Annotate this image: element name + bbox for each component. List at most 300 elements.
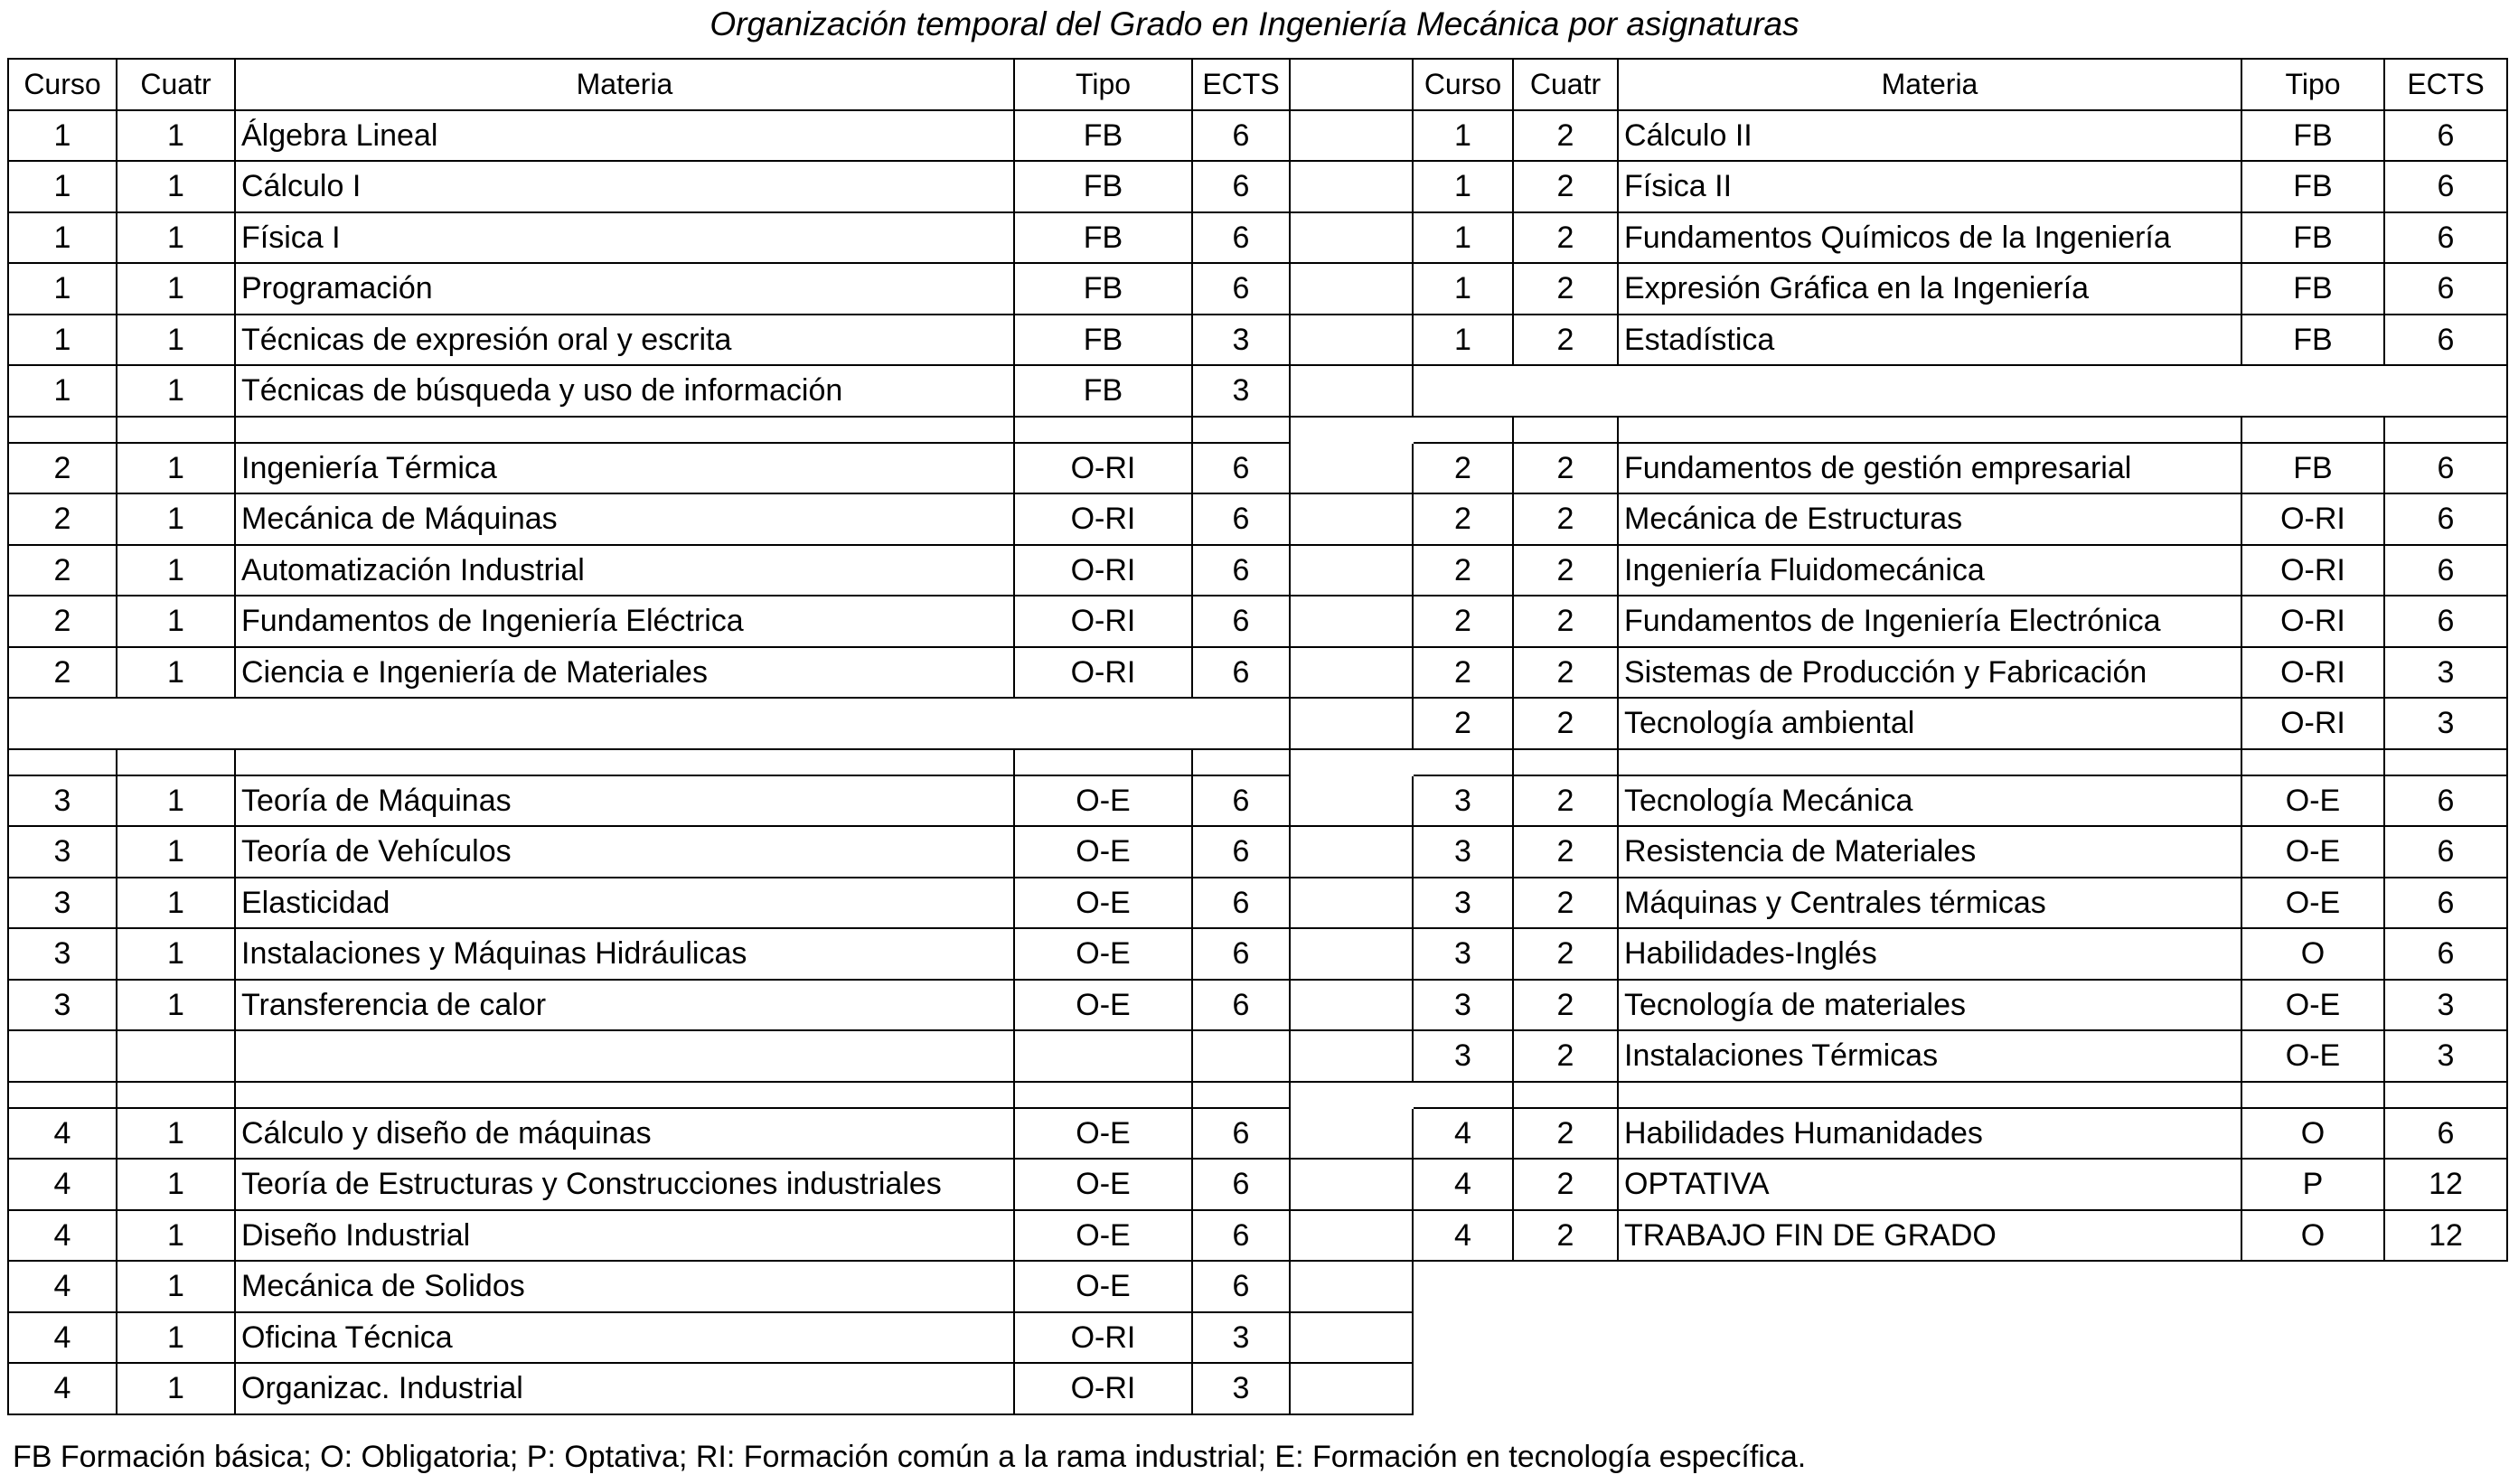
cell-ects: 6 [2384, 775, 2507, 827]
gap-cell [1290, 1312, 1413, 1364]
empty-cell [1618, 1082, 2241, 1108]
cell-materia: Instalaciones y Máquinas Hidráulicas [235, 928, 1014, 980]
cell-tipo: O-E [1014, 878, 1192, 929]
gap-cell [1290, 775, 1413, 827]
cell-tipo: O-RI [1014, 647, 1192, 699]
cell-tipo: O-RI [2241, 647, 2384, 699]
empty-cell [1618, 1312, 2241, 1364]
gap-cell [1290, 263, 1413, 315]
table-row [8, 59, 2507, 110]
cell-materia: Habilidades Humanidades [1618, 1108, 2241, 1160]
cell-cuatr: 1 [117, 826, 235, 878]
cell-materia: Fundamentos de gestión empresarial [1618, 443, 2241, 494]
cell-ects: 6 [1192, 545, 1290, 596]
cell-cuatr: 2 [1513, 263, 1618, 315]
cell-ects: 6 [2384, 545, 2507, 596]
cell-cuatr: 1 [117, 647, 235, 699]
table-row [8, 365, 2507, 417]
cell-cuatr: 2 [1513, 698, 1618, 749]
empty-cell [1014, 749, 1192, 775]
empty-cell [117, 1030, 235, 1082]
empty-cell [1014, 417, 1192, 443]
cell-materia: Física I [235, 212, 1014, 264]
cell-materia: Fundamentos Químicos de la Ingeniería [1618, 212, 2241, 264]
cell-tipo: FB [2241, 212, 2384, 264]
empty-cell [1192, 417, 1290, 443]
table-row [8, 161, 2507, 212]
separator-row [8, 749, 2507, 775]
table-row [8, 775, 2507, 827]
cell-curso: 2 [8, 545, 117, 596]
table-row [8, 1312, 2507, 1364]
table-row [8, 647, 2507, 699]
cell-ects: 3 [2384, 698, 2507, 749]
cell-curso: 4 [8, 1210, 117, 1262]
cell-ects: 3 [2384, 980, 2507, 1031]
cell-curso: 2 [1413, 647, 1513, 699]
table-row [8, 1210, 2507, 1262]
cell-cuatr: 2 [1513, 1030, 1618, 1082]
gap-cell [1290, 493, 1413, 545]
cell-tipo: O-E [2241, 826, 2384, 878]
cell-materia: Programación [235, 263, 1014, 315]
cell-curso: 2 [8, 647, 117, 699]
cell-materia: Ciencia e Ingeniería de Materiales [235, 647, 1014, 699]
cell-curso: 2 [8, 443, 117, 494]
cell-tipo: O-E [1014, 775, 1192, 827]
cell-curso: 4 [8, 1363, 117, 1414]
empty-cell [2384, 1082, 2507, 1108]
cell-tipo: O-E [2241, 775, 2384, 827]
gap-cell [1290, 647, 1413, 699]
cell-materia: Cálculo y diseño de máquinas [235, 1108, 1014, 1160]
empty-cell [235, 1082, 1014, 1108]
cell-curso: 3 [8, 826, 117, 878]
gap-cell [1290, 1108, 1413, 1160]
gap-cell [1290, 1082, 1413, 1108]
empty-cell [2241, 1363, 2384, 1414]
gap-cell [1290, 826, 1413, 878]
cell-materia: Fundamentos de Ingeniería Electrónica [1618, 596, 2241, 647]
cell-curso: 4 [8, 1159, 117, 1210]
empty-cell [8, 749, 117, 775]
cell-tipo: O-RI [1014, 443, 1192, 494]
cell-tipo: O-E [2241, 980, 2384, 1031]
empty-cell [1513, 1312, 1618, 1364]
header-tipo: Tipo [1014, 59, 1192, 110]
cell-tipo: FB [2241, 443, 2384, 494]
cell-materia: Estadística [1618, 315, 2241, 366]
cell-cuatr: 2 [1513, 212, 1618, 264]
cell-tipo: FB [2241, 315, 2384, 366]
gap-cell [1290, 1159, 1413, 1210]
cell-ects: 6 [1192, 1210, 1290, 1262]
cell-cuatr: 2 [1513, 596, 1618, 647]
empty-cell [2384, 749, 2507, 775]
cell-cuatr: 2 [1513, 775, 1618, 827]
cell-materia: Mecánica de Solidos [235, 1261, 1014, 1312]
cell-curso: 4 [1413, 1210, 1513, 1262]
cell-materia: Fundamentos de Ingeniería Eléctrica [235, 596, 1014, 647]
cell-ects: 12 [2384, 1210, 2507, 1262]
cell-tipo: P [2241, 1159, 2384, 1210]
cell-cuatr: 1 [117, 878, 235, 929]
gap-cell [1290, 417, 1413, 443]
table-row [8, 315, 2507, 366]
cell-ects: 6 [2384, 212, 2507, 264]
empty-cell [1413, 749, 1513, 775]
cell-tipo: O-E [1014, 826, 1192, 878]
cell-cuatr: 2 [1513, 110, 1618, 162]
empty-cell [8, 417, 117, 443]
table-row [8, 878, 2507, 929]
cell-tipo: FB [2241, 110, 2384, 162]
empty-cell [8, 698, 1290, 749]
cell-cuatr: 1 [117, 263, 235, 315]
empty-cell [1513, 1363, 1618, 1414]
empty-cell [1413, 417, 1513, 443]
empty-cell [235, 417, 1014, 443]
empty-cell [1513, 1261, 1618, 1312]
cell-ects: 6 [2384, 110, 2507, 162]
empty-cell [1413, 1363, 1513, 1414]
empty-cell [117, 417, 235, 443]
cell-tipo: O-RI [1014, 493, 1192, 545]
cell-cuatr: 2 [1513, 1108, 1618, 1160]
cell-cuatr: 2 [1513, 315, 1618, 366]
gap-cell [1290, 1210, 1413, 1262]
empty-cell [2241, 1261, 2384, 1312]
cell-cuatr: 2 [1513, 980, 1618, 1031]
cell-tipo: O-E [2241, 878, 2384, 929]
cell-materia: Cálculo II [1618, 110, 2241, 162]
cell-materia: Instalaciones Térmicas [1618, 1030, 2241, 1082]
cell-curso: 4 [8, 1312, 117, 1364]
empty-cell [2241, 1312, 2384, 1364]
cell-cuatr: 2 [1513, 1159, 1618, 1210]
cell-materia: Elasticidad [235, 878, 1014, 929]
cell-cuatr: 2 [1513, 443, 1618, 494]
cell-cuatr: 1 [117, 775, 235, 827]
cell-ects: 6 [2384, 928, 2507, 980]
cell-materia: TRABAJO FIN DE GRADO [1618, 1210, 2241, 1262]
header-materia: Materia [1618, 59, 2241, 110]
empty-cell [1014, 1082, 1192, 1108]
cell-ects: 6 [1192, 826, 1290, 878]
cell-ects: 6 [1192, 928, 1290, 980]
cell-ects: 6 [1192, 980, 1290, 1031]
gap-cell [1290, 161, 1413, 212]
cell-tipo: O-E [1014, 980, 1192, 1031]
cell-curso: 2 [8, 493, 117, 545]
table-row [8, 1030, 2507, 1082]
header-materia: Materia [235, 59, 1014, 110]
cell-curso: 1 [1413, 315, 1513, 366]
cell-materia: Habilidades-Inglés [1618, 928, 2241, 980]
cell-ects: 6 [2384, 161, 2507, 212]
cell-ects: 6 [1192, 212, 1290, 264]
empty-cell [1618, 1363, 2241, 1414]
cell-curso: 1 [8, 161, 117, 212]
cell-cuatr: 1 [117, 1159, 235, 1210]
cell-tipo: O-E [1014, 1261, 1192, 1312]
cell-ects: 3 [1192, 365, 1290, 417]
cell-tipo: O-E [1014, 928, 1192, 980]
cell-tipo: O [2241, 1210, 2384, 1262]
gap-cell [1290, 212, 1413, 264]
cell-materia: Tecnología ambiental [1618, 698, 2241, 749]
cell-ects: 6 [1192, 596, 1290, 647]
cell-cuatr: 1 [117, 365, 235, 417]
cell-curso: 4 [8, 1108, 117, 1160]
cell-cuatr: 1 [117, 110, 235, 162]
cell-tipo: O [2241, 928, 2384, 980]
cell-materia: Ingeniería Térmica [235, 443, 1014, 494]
cell-tipo: O-RI [1014, 1312, 1192, 1364]
gap-cell [1290, 698, 1413, 749]
cell-ects: 12 [2384, 1159, 2507, 1210]
cell-ects: 3 [2384, 647, 2507, 699]
cell-materia: Resistencia de Materiales [1618, 826, 2241, 878]
cell-materia: Diseño Industrial [235, 1210, 1014, 1262]
cell-ects: 6 [1192, 443, 1290, 494]
cell-ects: 6 [2384, 263, 2507, 315]
cell-materia: Mecánica de Estructuras [1618, 493, 2241, 545]
table-row [8, 443, 2507, 494]
cell-curso: 3 [8, 775, 117, 827]
cell-materia: Teoría de Vehículos [235, 826, 1014, 878]
cell-ects: 3 [1192, 315, 1290, 366]
cell-ects: 6 [2384, 878, 2507, 929]
empty-cell [2384, 417, 2507, 443]
cell-curso: 1 [8, 315, 117, 366]
cell-ects: 6 [1192, 647, 1290, 699]
empty-cell [2241, 417, 2384, 443]
cell-curso: 3 [1413, 928, 1513, 980]
empty-cell [1618, 1261, 2241, 1312]
cell-materia: Ingeniería Fluidomecánica [1618, 545, 2241, 596]
cell-materia: Sistemas de Producción y Fabricación [1618, 647, 2241, 699]
empty-cell [1513, 417, 1618, 443]
table-row [8, 545, 2507, 596]
cell-cuatr: 2 [1513, 826, 1618, 878]
gap-cell [1290, 443, 1413, 494]
table-row [8, 980, 2507, 1031]
cell-materia: Tecnología de materiales [1618, 980, 2241, 1031]
cell-materia: Álgebra Lineal [235, 110, 1014, 162]
cell-cuatr: 1 [117, 545, 235, 596]
gap-cell [1290, 1261, 1413, 1312]
empty-cell [1413, 1261, 1513, 1312]
cell-tipo: FB [1014, 263, 1192, 315]
gap-cell [1290, 980, 1413, 1031]
header-curso: Curso [1413, 59, 1513, 110]
table-row [8, 1261, 2507, 1312]
cell-cuatr: 2 [1513, 545, 1618, 596]
cell-cuatr: 1 [117, 596, 235, 647]
empty-cell [1192, 1082, 1290, 1108]
footnote: FB Formación básica; O: Obligatoria; P: Optativa; RI: Formación común a la rama industrial; E: Formación en tecnología específica. [13, 1440, 1807, 1474]
empty-cell [1192, 1030, 1290, 1082]
cell-materia: Máquinas y Centrales térmicas [1618, 878, 2241, 929]
empty-cell [1618, 417, 2241, 443]
header-cuatr: Cuatr [1513, 59, 1618, 110]
header-ects: ECTS [1192, 59, 1290, 110]
cell-cuatr: 1 [117, 443, 235, 494]
cell-tipo: O-RI [1014, 545, 1192, 596]
empty-cell [8, 1030, 117, 1082]
gap-cell [1290, 749, 1413, 775]
table-row [8, 110, 2507, 162]
cell-ects: 3 [1192, 1363, 1290, 1414]
cell-materia: Técnicas de expresión oral y escrita [235, 315, 1014, 366]
cell-tipo: O-E [1014, 1159, 1192, 1210]
cell-curso: 4 [1413, 1108, 1513, 1160]
cell-curso: 1 [1413, 212, 1513, 264]
cell-tipo: O-RI [2241, 493, 2384, 545]
table-row [8, 212, 2507, 264]
empty-cell [1618, 749, 2241, 775]
cell-curso: 1 [8, 110, 117, 162]
gap-cell [1290, 365, 1413, 417]
cell-curso: 2 [1413, 493, 1513, 545]
empty-cell [1014, 1030, 1192, 1082]
table-row [8, 1108, 2507, 1160]
cell-ects: 6 [1192, 1108, 1290, 1160]
cell-tipo: FB [1014, 365, 1192, 417]
cell-ects: 6 [2384, 826, 2507, 878]
cell-materia: Física II [1618, 161, 2241, 212]
cell-cuatr: 1 [117, 212, 235, 264]
cell-tipo: FB [1014, 161, 1192, 212]
cell-curso: 1 [8, 365, 117, 417]
cell-curso: 3 [1413, 980, 1513, 1031]
header-curso: Curso [8, 59, 117, 110]
cell-cuatr: 1 [117, 1108, 235, 1160]
table-row [8, 826, 2507, 878]
cell-tipo: FB [1014, 212, 1192, 264]
cell-ects: 6 [1192, 775, 1290, 827]
cell-curso: 4 [1413, 1159, 1513, 1210]
cell-ects: 6 [2384, 1108, 2507, 1160]
cell-ects: 6 [2384, 315, 2507, 366]
empty-cell [235, 749, 1014, 775]
cell-tipo: FB [2241, 263, 2384, 315]
table-row [8, 1363, 2507, 1414]
cell-ects: 6 [1192, 110, 1290, 162]
table-row [8, 928, 2507, 980]
gap-cell [1290, 596, 1413, 647]
cell-cuatr: 2 [1513, 1210, 1618, 1262]
cell-cuatr: 1 [117, 928, 235, 980]
empty-cell [2241, 749, 2384, 775]
cell-tipo: O-RI [2241, 545, 2384, 596]
header-tipo: Tipo [2241, 59, 2384, 110]
gap-cell [1290, 315, 1413, 366]
empty-cell [8, 1082, 117, 1108]
cell-cuatr: 1 [117, 161, 235, 212]
gap-cell [1290, 59, 1413, 110]
cell-curso: 1 [8, 212, 117, 264]
cell-curso: 1 [8, 263, 117, 315]
cell-curso: 4 [8, 1261, 117, 1312]
cell-ects: 6 [2384, 596, 2507, 647]
cell-curso: 3 [1413, 1030, 1513, 1082]
cell-tipo: O-RI [2241, 698, 2384, 749]
separator-row [8, 1082, 2507, 1108]
header-cuatr: Cuatr [117, 59, 235, 110]
cell-materia: Teoría de Máquinas [235, 775, 1014, 827]
cell-cuatr: 1 [117, 1312, 235, 1364]
table-row [8, 596, 2507, 647]
gap-cell [1290, 1363, 1413, 1414]
cell-tipo: FB [1014, 315, 1192, 366]
cell-cuatr: 1 [117, 493, 235, 545]
empty-cell [1413, 365, 2507, 417]
cell-materia: Cálculo I [235, 161, 1014, 212]
cell-curso: 1 [1413, 263, 1513, 315]
cell-ects: 3 [2384, 1030, 2507, 1082]
empty-cell [2384, 1261, 2507, 1312]
empty-cell [235, 1030, 1014, 1082]
cell-cuatr: 2 [1513, 493, 1618, 545]
empty-cell [117, 749, 235, 775]
table-row [8, 263, 2507, 315]
cell-cuatr: 1 [117, 315, 235, 366]
cell-ects: 6 [1192, 263, 1290, 315]
table-row [8, 493, 2507, 545]
cell-ects: 6 [2384, 493, 2507, 545]
cell-materia: Técnicas de búsqueda y uso de información [235, 365, 1014, 417]
cell-curso: 3 [1413, 826, 1513, 878]
cell-tipo: O-E [1014, 1108, 1192, 1160]
table-row [8, 1159, 2507, 1210]
cell-tipo: O-E [1014, 1210, 1192, 1262]
empty-cell [1513, 749, 1618, 775]
cell-ects: 6 [1192, 1261, 1290, 1312]
cell-cuatr: 2 [1513, 928, 1618, 980]
empty-cell [2384, 1312, 2507, 1364]
cell-ects: 6 [2384, 443, 2507, 494]
empty-cell [1413, 1082, 1513, 1108]
cell-ects: 6 [1192, 878, 1290, 929]
cell-curso: 3 [8, 928, 117, 980]
table-row [8, 698, 2507, 749]
cell-cuatr: 2 [1513, 647, 1618, 699]
cell-curso: 3 [8, 980, 117, 1031]
cell-materia: Tecnología Mecánica [1618, 775, 2241, 827]
gap-cell [1290, 878, 1413, 929]
cell-curso: 2 [1413, 698, 1513, 749]
cell-curso: 2 [1413, 545, 1513, 596]
header-ects: ECTS [2384, 59, 2507, 110]
cell-tipo: O-E [2241, 1030, 2384, 1082]
cell-tipo: O-RI [1014, 1363, 1192, 1414]
cell-ects: 3 [1192, 1312, 1290, 1364]
empty-cell [2384, 1363, 2507, 1414]
gap-cell [1290, 110, 1413, 162]
cell-curso: 3 [1413, 775, 1513, 827]
cell-tipo: O-RI [2241, 596, 2384, 647]
cell-curso: 3 [8, 878, 117, 929]
cell-tipo: FB [1014, 110, 1192, 162]
empty-cell [1413, 1312, 1513, 1364]
page-title: Organización temporal del Grado en Ingeniería Mecánica por asignaturas [709, 5, 1800, 42]
cell-materia: Expresión Gráfica en la Ingeniería [1618, 263, 2241, 315]
cell-cuatr: 2 [1513, 878, 1618, 929]
gap-cell [1290, 1030, 1413, 1082]
cell-materia: Automatización Industrial [235, 545, 1014, 596]
